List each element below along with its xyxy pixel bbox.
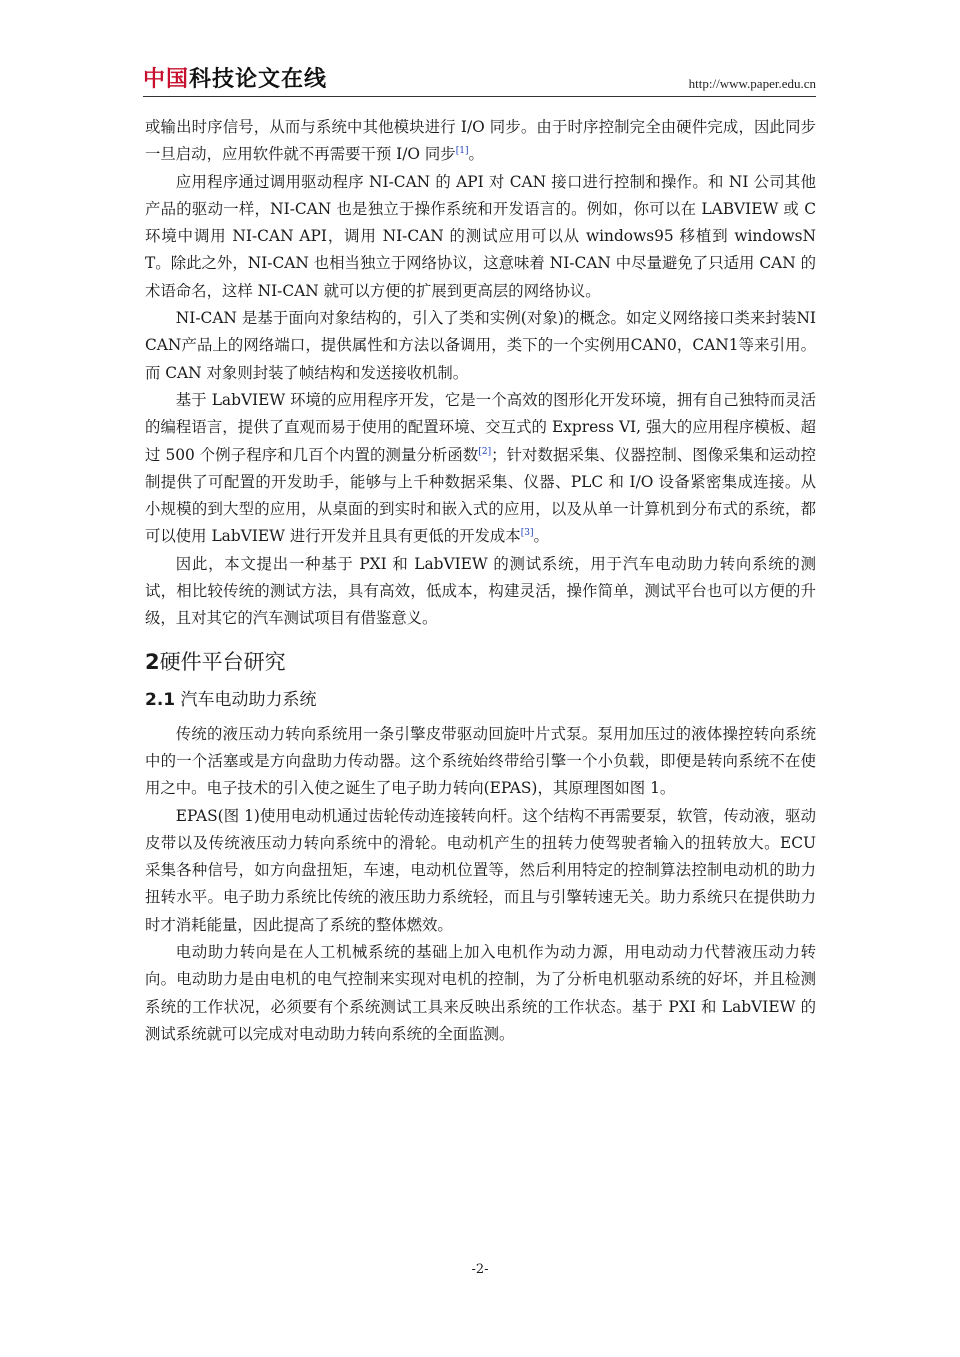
paragraph-text: 基于 LabVIEW 环境的应用程序开发，它是一个高效的图形化开发环境，拥有自己独特而灵活的编程语言，提供了直观而易于使用的配置环境、交互式的 Express VI, 强大的应用程序模板、超过 500 个例子程序和几百个内置的测量分析函数 <box>145 390 816 464</box>
logo-red-text: 中国 <box>143 67 190 92</box>
paragraph-text: 因此，本文提出一种基于 PXI 和 LabVIEW 的测试系统，用于汽车电动助力转向系统的测试，相比较传统的测试方法，具有高效，低成本，构建灵活，操作简单，测试平台也可以方便的升级，且对其它的汽车测试项目有借鉴意义。 <box>145 554 816 628</box>
header-url[interactable]: http://www.paper.edu.cn <box>688 76 816 91</box>
page-number: -2- <box>471 1262 489 1277</box>
paragraph-1 <box>145 169 816 305</box>
page-header <box>143 66 816 97</box>
subsection-heading <box>145 687 816 713</box>
paragraph-text: EPAS(图 1)使用电动机通过齿轮传动连接转向杆。这个结构不再需要泵，软管，传动液，驱动皮带以及传统液压动力转向系统中的滑轮。电动机产生的扭转力使驾驶者输入的扭转放大。ECU 采集各种信号，如方向盘扭矩，车速，电动机位置等，然后利用特定的控制算法控制电动机的助力扭转水平。电子助力系统比传统的液压助力系统轻，而且与引擎转速无关。助力系统只在提供助力时才消耗能量，因此提高了系统的整体燃效。 <box>145 806 816 934</box>
paragraph-tail: 。 <box>533 527 549 546</box>
paragraph-5 <box>145 721 816 803</box>
citation-ref[interactable]: [2] <box>478 446 492 457</box>
paragraph-text: 传统的液压动力转向系统用一条引擎皮带驱动回旋叶片式泵。泵用加压过的液体操控转向系统中的一个活塞或是方向盘助力传动器。这个系统始终带给引擎一个小负载，即便是转向系统不在使用之中。电子技术的引入使之诞生了电子助力转向(EPAS)，其原理图如图 1。 <box>145 724 816 798</box>
section-heading <box>145 647 816 677</box>
section-number: 2 <box>145 649 160 674</box>
paragraph-4 <box>145 551 816 633</box>
logo-black-text: 科技论文在线 <box>189 67 328 92</box>
paragraph-text: NI-CAN 是基于面向对象结构的，引入了类和实例(对象)的概念。如定义网络接口类来封装NI CAN产品上的网络端口，提供属性和方法以备调用，类下的一个实例用CAN0，CAN1等来引用。而 CAN 对象则封装了帧结构和发送接收机制。 <box>145 309 816 382</box>
paragraph-3 <box>145 387 816 551</box>
citation-ref[interactable]: [3] <box>520 528 534 539</box>
page-body <box>145 114 816 1048</box>
paragraph-text-cont: ；针对数据采集、仪器控制、图像采集和运动控制提供了可配置的开发助手，能够与上千种数据采集、仪器、PLC 和 I/O 设备紧密集成连接。从小规模的到大型的应用，从桌面的到实时和嵌入式的应用，以及从单一计算机到分布式的系统，都可以使用 LabVIEW 进行开发并且具有更低的开发成本 <box>145 445 816 546</box>
citation-ref[interactable]: [1] <box>455 146 469 157</box>
subsection-number: 2.1 <box>145 689 176 710</box>
paragraph-6 <box>145 803 816 939</box>
subsection-title: 汽车电动助力系统 <box>180 689 317 710</box>
paragraph-7 <box>145 939 816 1048</box>
paragraph-2 <box>145 305 816 387</box>
paragraph-text: 或输出时序信号，从而与系统中其他模块进行 I/O 同步。由于时序控制完全由硬件完成，因此同步一旦启动，应用软件就不再需要干预 I/O 同步 <box>145 118 816 164</box>
paragraph-tail: 。 <box>468 145 484 164</box>
paragraph-0 <box>145 114 816 169</box>
journal-logo <box>143 66 327 94</box>
paragraph-text: 应用程序通过调用驱动程序 NI-CAN 的 API 对 CAN 接口进行控制和操作。和 NI 公司其他产品的驱动一样，NI-CAN 也是独立于操作系统和开发语言的。例如，你可以在 LABVIEW 或 C 环境中调用 NI-CAN API，调用 NI-CAN 的测试应用可以从 windows95 移植到 windowsNT。除此之外，NI-CAN 也相当独立于网络协议，这意味着 NI-CAN 中尽量避免了只适用 CAN 的术语命名，这样 NI-CAN 就可以方便的扩展到更高层的网络协议。 <box>145 172 816 300</box>
section-title: 硬件平台研究 <box>159 649 286 674</box>
paragraph-text: 电动助力转向是在人工机械系统的基础上加入电机作为动力源，用电动动力代替液压动力转向。电动助力是由电机的电气控制来实现对电机的控制，为了分析电机驱动系统的好坏，并且检测系统的工作状况，必须要有个系统测试工具来反映出系统的工作状态。基于 PXI 和 LabVIEW 的测试系统就可以完成对电动助力转向系统的全面监测。 <box>145 943 816 1043</box>
